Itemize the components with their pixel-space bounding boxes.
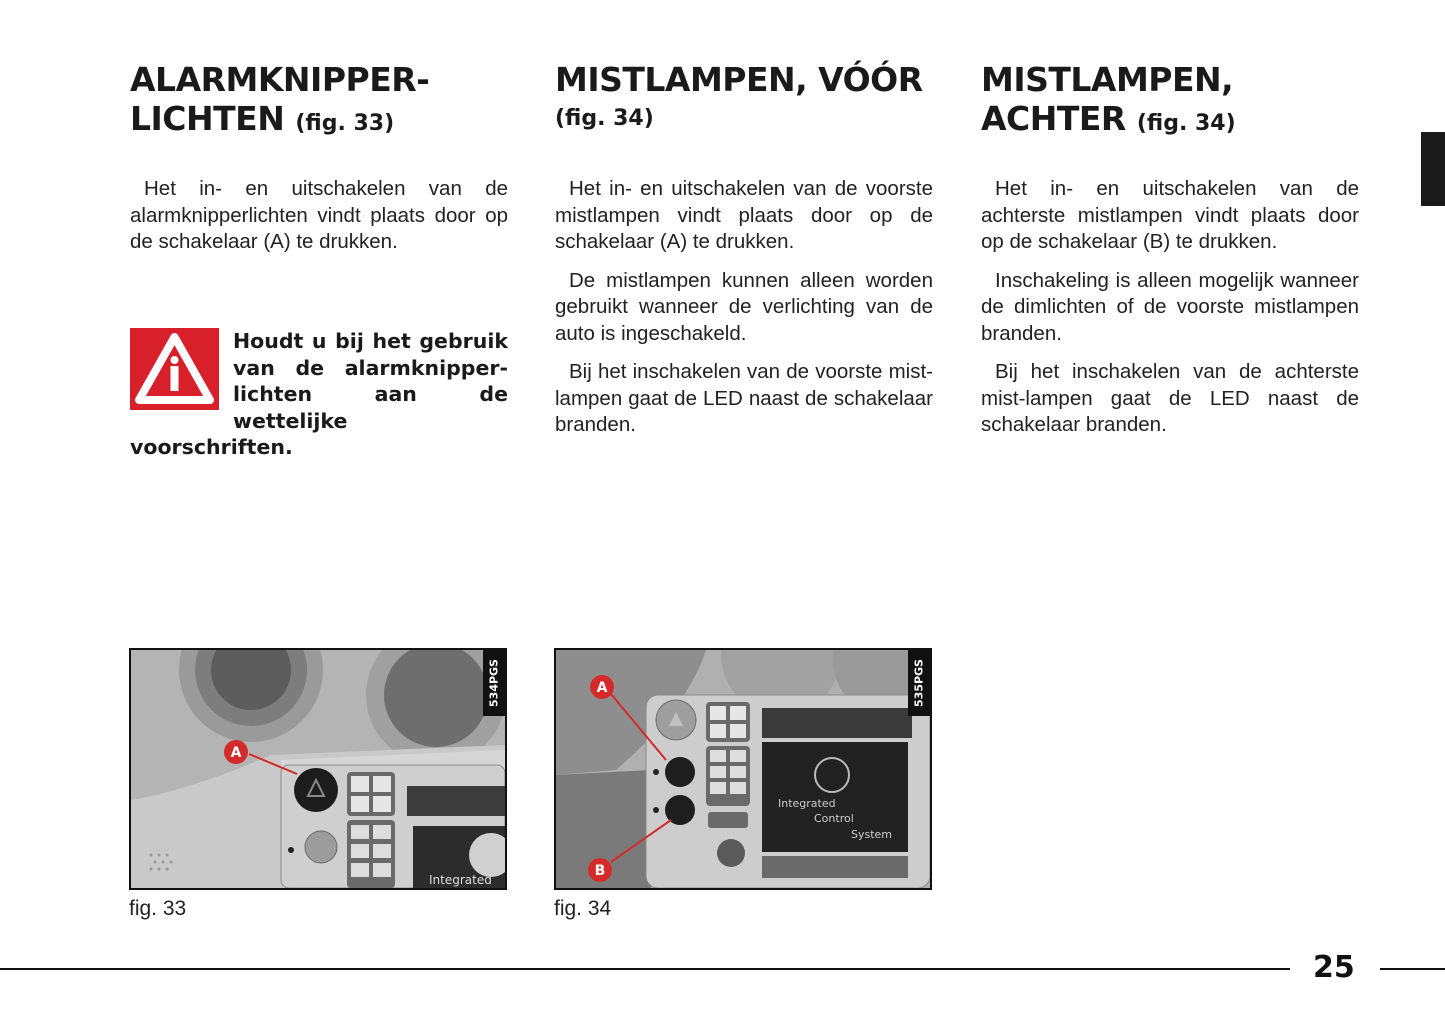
column-front-fog (555, 60, 933, 138)
paragraph: Bij het inschakelen van de voorste mist-lampen gaat de LED naast de schakelaar branden. (555, 360, 933, 436)
paragraph: Het in- en uitschakelen van de voorste mistlampen vindt plaats door op de schakelaar (A) te drukken. (555, 177, 933, 253)
front-fog-text (555, 176, 933, 451)
heading-front-fog: MISTLAMPEN, VÓÓR (fig. 34) (555, 60, 923, 131)
screen-text: System (851, 828, 893, 841)
warning-block (130, 328, 508, 461)
alarm-text (130, 176, 508, 268)
footer-rule-right (1380, 968, 1445, 970)
figure-33-caption: fig. 33 (129, 897, 187, 920)
rear-fog-text (981, 176, 1359, 451)
warning-triangle-icon (130, 328, 219, 410)
screen-text: Integrated (778, 797, 836, 810)
dashboard-photo-34 (556, 650, 930, 888)
dashboard-photo-33 (131, 650, 505, 888)
callout-a-label: A (596, 680, 608, 696)
column-rear-fog (981, 60, 1359, 143)
footer-rule-left (0, 968, 1290, 970)
callout-b-label: B (594, 863, 606, 879)
heading-rear-fog: MISTLAMPEN, ACHTER (fig. 34) (981, 60, 1236, 138)
figure-33-photo (129, 648, 507, 890)
heading-alarm: ALARMKNIPPER- LICHTEN (fig. 33) (130, 60, 430, 138)
screen-text: Integrated (429, 873, 492, 887)
figure-34-caption: fig. 34 (554, 897, 612, 920)
callout-a-label: A (230, 745, 242, 761)
paragraph: Inschakeling is alleen mogelijk wanneer de dimlichten of de voorste mistlampen branden. (981, 268, 1359, 345)
section-tab-marker (1421, 132, 1445, 206)
figure-code: 534PGS (483, 650, 505, 716)
paragraph: Bij het inschakelen van de achterste mist-lampen gaat de LED naast de schakelaar branden. (981, 360, 1359, 436)
figure-34-photo (554, 648, 932, 890)
paragraph: Het in- en uitschakelen van de achterste mistlampen vindt plaats door op de schakelaar (B) te drukken. (981, 177, 1359, 253)
screen-text: Control (814, 812, 854, 825)
column-alarm (130, 60, 508, 143)
page-number: 25 (1313, 950, 1355, 985)
paragraph: Het in- en uitschakelen van de alarmknipperlichten vindt plaats door op de schakelaar (A) te drukken. (130, 177, 508, 253)
warning-text: Houdt u bij het gebruik van de alarmknipper-lichten aan de wettelijke voorschriften. (130, 329, 508, 459)
figure-code: 535PGS (908, 650, 930, 716)
paragraph: De mistlampen kunnen alleen worden gebruikt wanneer de verlichting van de auto is ingeschakeld. (555, 268, 933, 345)
